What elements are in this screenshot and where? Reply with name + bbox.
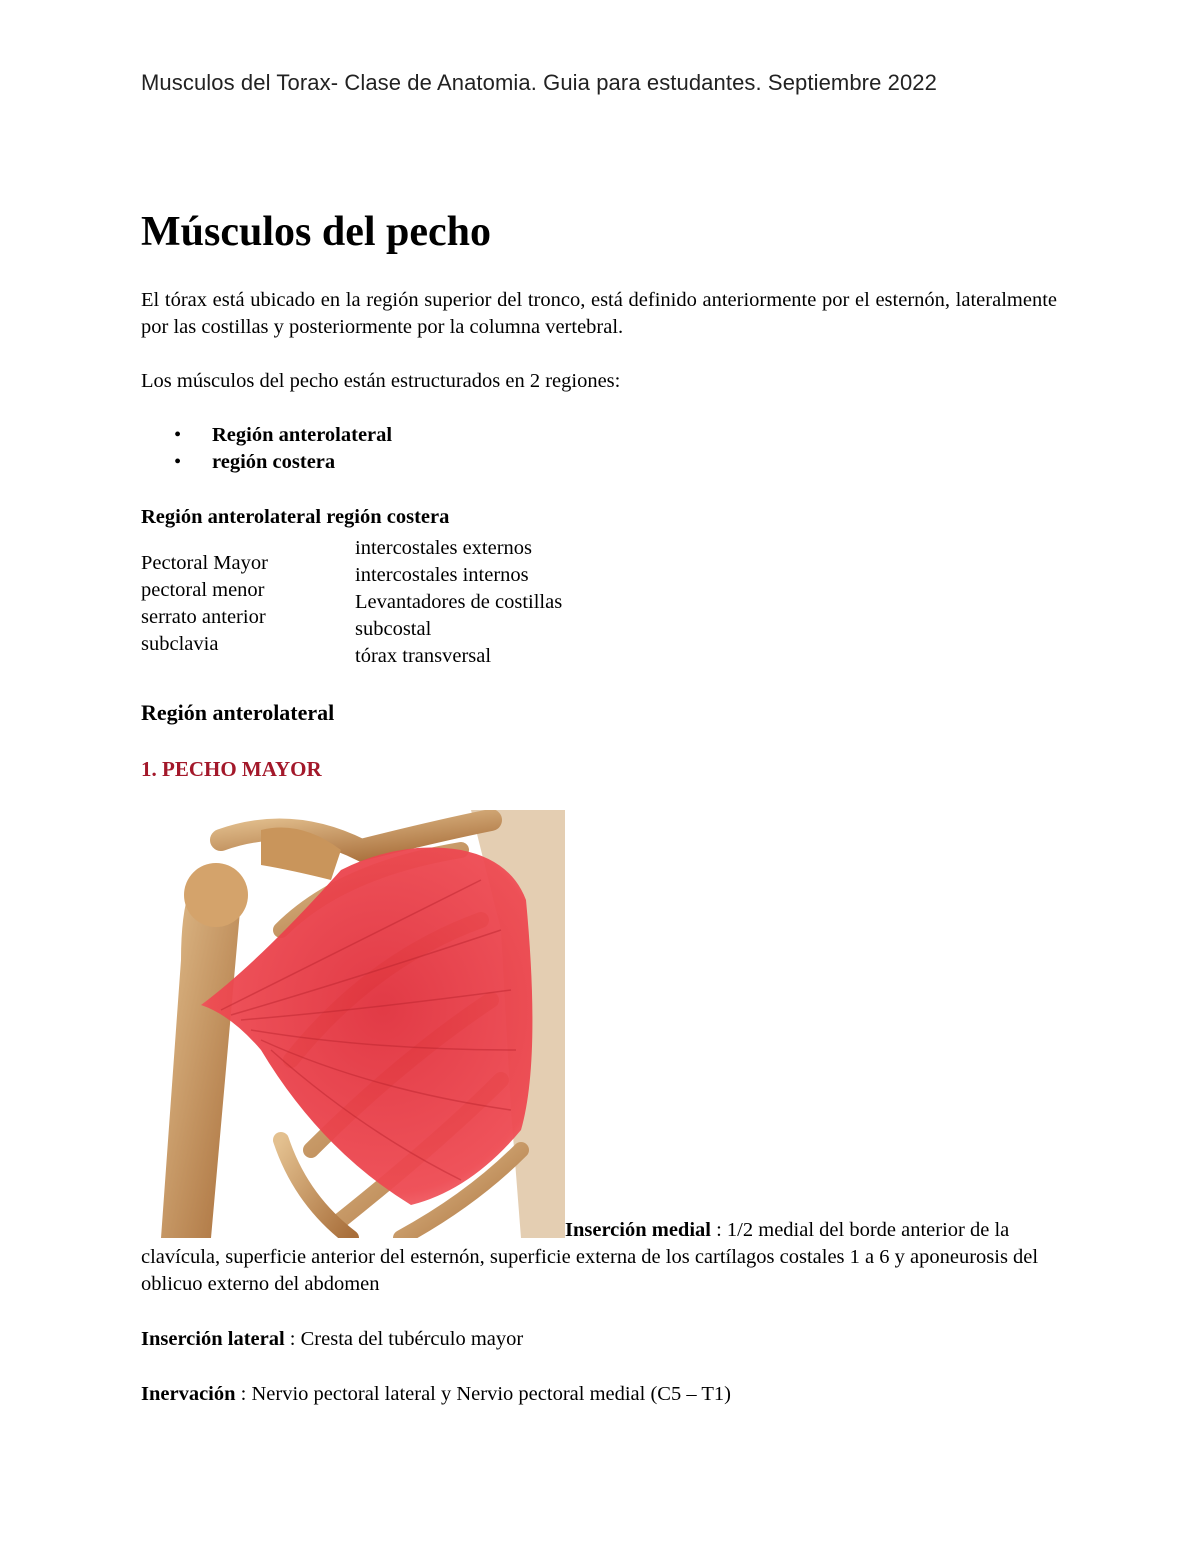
subsection-heading: 1. PECHO MAYOR [141, 757, 322, 781]
pectoralis-major-figure [141, 810, 565, 1238]
anterolateral-muscle-list [141, 550, 268, 658]
list-item: Levantadores de costillas [355, 591, 563, 613]
list-item: serrato anterior [141, 606, 266, 628]
list-item: subclavia [141, 633, 219, 655]
lateral-insertion-label: Inserción lateral [141, 1328, 285, 1350]
list-item [141, 449, 392, 476]
list-item: tórax transversal [355, 645, 492, 667]
lateral-insertion-paragraph [141, 1326, 1057, 1353]
list-item: intercostales externos [355, 537, 533, 559]
list-item [141, 422, 392, 449]
list-item-label: región costera [212, 451, 336, 473]
regions-list [141, 422, 392, 476]
innervation-text: : Nervio pectoral lateral y Nervio pectoral medial (C5 – T1) [235, 1383, 731, 1405]
section-heading: Región anterolateral [141, 700, 335, 725]
list-item: subcostal [355, 618, 432, 640]
innervation-paragraph [141, 1381, 1057, 1408]
innervation-label: Inervación [141, 1383, 236, 1405]
intro-paragraph: El tórax está ubicado en la región superior del tronco, está definido anteriormente por el esternón, lateralmente por las costillas y posteriormente por la columna vertebral. [141, 289, 1057, 338]
costal-muscle-list [355, 535, 562, 670]
regions-intro: Los músculos del pecho están estructurados en 2 regiones: [141, 370, 621, 392]
muscle-table-header: Región anterolateral región costera [141, 506, 450, 528]
list-item-label: Región anterolateral [212, 424, 393, 446]
lateral-insertion-text: : Cresta del tubérculo mayor [284, 1328, 524, 1350]
list-item: intercostales internos [355, 564, 529, 586]
medial-insertion-text: : 1/2 medial del borde anterior de la clavícula, superficie anterior del esternón, superficie externa de los cartílagos costales 1 a 6 y aponeurosis del oblicuo externo del abdomen [141, 1219, 1039, 1295]
page-title: Músculos del pecho [141, 209, 492, 255]
pectoralis-major-anatomy-illustration-icon [141, 810, 565, 1238]
running-header: Musculos del Torax- Clase de Anatomia. Guia para estudantes. Septiembre 2022 [141, 70, 937, 95]
list-item: pectoral menor [141, 579, 265, 601]
bullet-icon: • [174, 451, 182, 473]
medial-insertion-label: Inserción medial [565, 1219, 711, 1241]
medial-insertion-paragraph [141, 1217, 1057, 1298]
bullet-icon: • [174, 424, 182, 446]
list-item: Pectoral Mayor [141, 552, 268, 574]
